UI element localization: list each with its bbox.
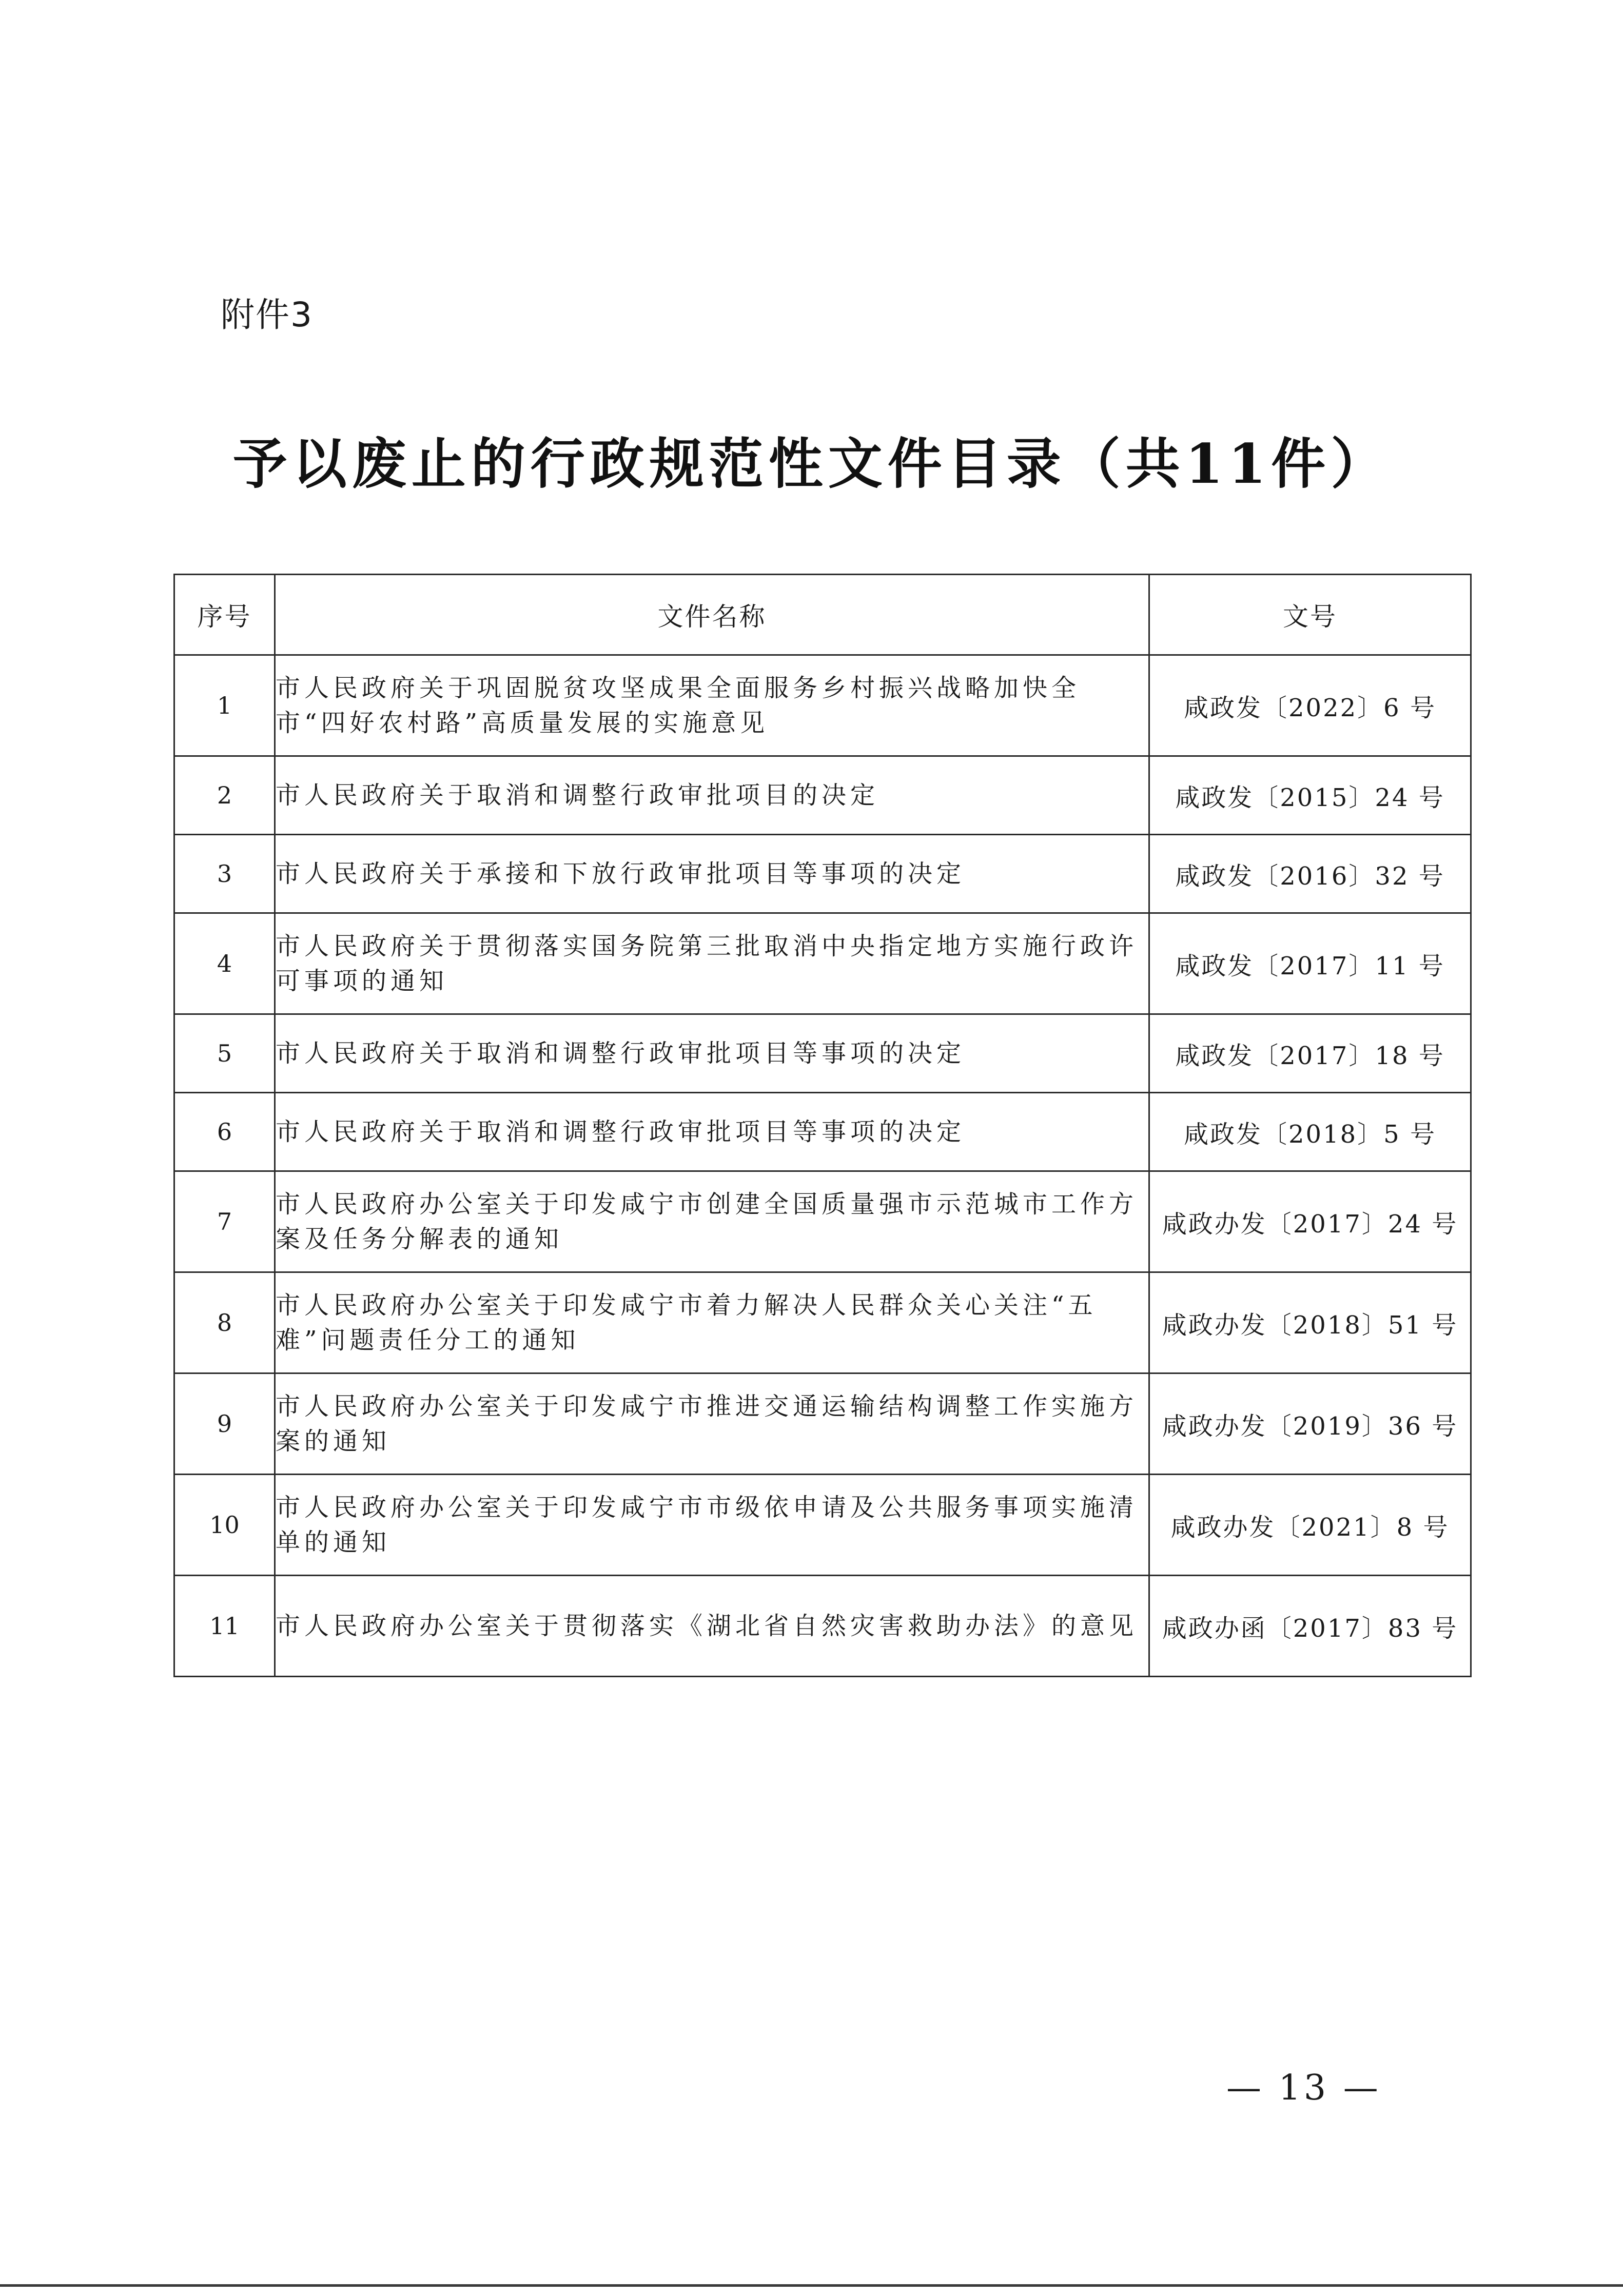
row-document-reference: 咸政办发〔2017〕24 号 [1149, 1171, 1471, 1272]
row-serial-number: 4 [174, 913, 275, 1014]
table-row [174, 1272, 1471, 1373]
table-row [174, 835, 1471, 913]
row-document-name: 市人民政府办公室关于印发咸宁市着力解决人民群众关心关注“五难”问题责任分工的通知 [275, 1272, 1149, 1373]
table-row [174, 756, 1471, 835]
row-serial-number: 8 [174, 1272, 275, 1373]
page-bottom-edge [0, 2284, 1623, 2287]
document-title: 予以废止的行政规范性文件目录（共11件） [232, 431, 1391, 496]
row-document-reference: 咸政发〔2018〕5 号 [1149, 1093, 1471, 1171]
row-document-reference: 咸政发〔2015〕24 号 [1149, 756, 1471, 835]
row-document-name: 市人民政府关于巩固脱贫攻坚成果全面服务乡村振兴战略加快全市“四好农村路”高质量发展的实施意见 [275, 655, 1149, 756]
page-number: — 13 — [1226, 2068, 1381, 2108]
row-document-reference: 咸政发〔2022〕6 号 [1149, 655, 1471, 756]
row-document-reference: 咸政办发〔2019〕36 号 [1149, 1373, 1471, 1475]
row-serial-number: 10 [174, 1475, 275, 1576]
row-document-name: 市人民政府关于取消和调整行政审批项目的决定 [275, 756, 1149, 835]
attachment-label: 附件3 [221, 295, 313, 335]
row-document-name: 市人民政府关于承接和下放行政审批项目等事项的决定 [275, 835, 1149, 913]
row-serial-number: 2 [174, 756, 275, 835]
row-document-reference: 咸政办发〔2021〕8 号 [1149, 1475, 1471, 1576]
row-serial-number: 9 [174, 1373, 275, 1475]
row-document-name: 市人民政府办公室关于印发咸宁市推进交通运输结构调整工作实施方案的通知 [275, 1373, 1149, 1475]
row-document-reference: 咸政办发〔2018〕51 号 [1149, 1272, 1471, 1373]
row-document-name: 市人民政府办公室关于贯彻落实《湖北省自然灾害救助办法》的意见 [275, 1576, 1149, 1677]
table-row [174, 913, 1471, 1014]
row-serial-number: 7 [174, 1171, 275, 1272]
row-document-name: 市人民政府办公室关于印发咸宁市市级依申请及公共服务事项实施清单的通知 [275, 1475, 1149, 1576]
row-document-reference: 咸政发〔2016〕32 号 [1149, 835, 1471, 913]
header-document-reference: 文号 [1149, 575, 1471, 655]
table-row [174, 1576, 1471, 1677]
table-row [174, 1014, 1471, 1093]
table-header-row [174, 575, 1471, 655]
row-document-reference: 咸政办函〔2017〕83 号 [1149, 1576, 1471, 1677]
row-document-name: 市人民政府办公室关于印发咸宁市创建全国质量强市示范城市工作方案及任务分解表的通知 [275, 1171, 1149, 1272]
row-document-name: 市人民政府关于贯彻落实国务院第三批取消中央指定地方实施行政许可事项的通知 [275, 913, 1149, 1014]
row-document-reference: 咸政发〔2017〕18 号 [1149, 1014, 1471, 1093]
table-row [174, 1475, 1471, 1576]
table-row [174, 1171, 1471, 1272]
row-serial-number: 6 [174, 1093, 275, 1171]
row-document-reference: 咸政发〔2017〕11 号 [1149, 913, 1471, 1014]
header-serial-number: 序号 [174, 575, 275, 655]
table-row [174, 655, 1471, 756]
row-serial-number: 5 [174, 1014, 275, 1093]
row-document-name: 市人民政府关于取消和调整行政审批项目等事项的决定 [275, 1014, 1149, 1093]
header-document-name: 文件名称 [275, 575, 1149, 655]
row-serial-number: 3 [174, 835, 275, 913]
table-row [174, 1373, 1471, 1475]
row-serial-number: 1 [174, 655, 275, 756]
row-serial-number: 11 [174, 1576, 275, 1677]
table-row [174, 1093, 1471, 1171]
row-document-name: 市人民政府关于取消和调整行政审批项目等事项的决定 [275, 1093, 1149, 1171]
repealed-documents-table [173, 574, 1472, 1677]
